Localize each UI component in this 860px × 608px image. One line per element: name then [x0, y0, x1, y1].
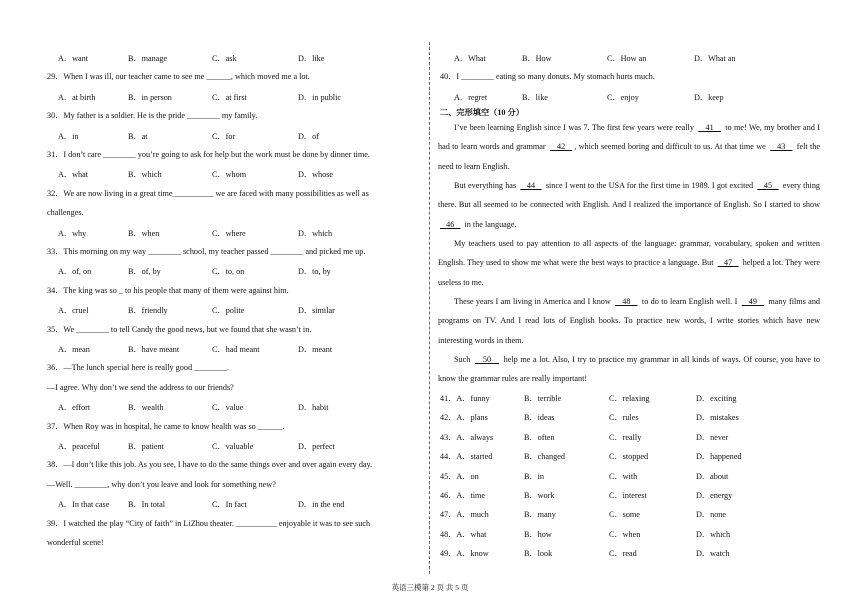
answer-option: B．in person — [128, 92, 172, 102]
choice-option: C．interest — [609, 491, 647, 500]
question-line: 30．My father is a soldier. He is the pride ________ my family. — [47, 111, 258, 121]
answer-option: D．in the end — [298, 500, 345, 510]
section-title: 二、完形填空（10 分） — [440, 108, 524, 117]
question-line: wonderful scene! — [47, 538, 104, 547]
choice-option: D．about — [696, 471, 729, 481]
answer-option: A．In that case — [58, 500, 110, 510]
answer-option: B．friendly — [128, 306, 168, 316]
blank-number: 43 — [770, 142, 793, 152]
passage-text: felt the need to learn English. — [438, 142, 820, 171]
answer-option: D．to, by — [298, 267, 331, 277]
blank-number: 42 — [549, 142, 573, 152]
choice-option: C．read — [609, 549, 637, 559]
answer-option: A．of, on — [58, 267, 92, 277]
passage-paragraph — [438, 234, 820, 292]
choice-option: 45．A．on — [440, 471, 479, 481]
answer-option: A．mean — [58, 345, 90, 354]
blank-number: 45 — [757, 181, 779, 190]
choice-option: 43．A．always — [440, 432, 494, 442]
answer-option: D．whose — [298, 170, 334, 180]
answer-option: C．for — [212, 131, 236, 141]
question-line: 33．This morning on my way ________ school, my teacher passed ________ and picked me up. — [47, 247, 366, 256]
question-line: challenges. — [47, 208, 84, 218]
blank-number: 49 — [741, 297, 765, 306]
question-line: 32．We are now living in a great time__________ we are faced with many possibilities as well as — [47, 188, 369, 198]
choice-option: 46．A．time — [440, 491, 486, 500]
passage-paragraph — [438, 350, 820, 389]
passage-paragraph — [438, 118, 820, 176]
answer-option: C．In fact — [212, 500, 247, 510]
answer-option: D．like — [298, 54, 325, 63]
answer-option: C．enjoy — [607, 92, 639, 102]
passage-text: many films and programs on TV. And I read lots of English books. To practice new words, I write stories which have new interesting words in them. — [438, 297, 821, 345]
answer-option: C．had meant — [212, 345, 260, 354]
answer-option: A．want — [58, 54, 89, 63]
passage-text: , which seemed boring and difficult to us. At that time we — [574, 142, 769, 152]
passage-text: since I went to the USA for the first time in 1989. I got excited — [543, 181, 756, 190]
answer-option: A．at birth — [58, 92, 96, 102]
choice-option: 44．A．started — [440, 452, 493, 462]
question-line: 35．We ________ to tell Candy the good news, but we found that she wasn’t in. — [47, 324, 312, 334]
question-line: 29．When I was ill, our teacher came to see me ______, which moved me a lot. — [47, 72, 310, 82]
choice-option: D．energy — [696, 491, 733, 500]
answer-option: B．at — [128, 131, 148, 141]
blank-number: 41 — [698, 123, 721, 132]
choice-option: B．look — [524, 549, 553, 559]
answer-option: C．whom — [212, 170, 247, 180]
answer-option: B．have meant — [128, 345, 180, 354]
question-line: —I agree. Why don’t we send the address to our friends? — [47, 382, 234, 392]
answer-option: B．like — [522, 92, 548, 102]
answer-option: C．where — [212, 228, 246, 238]
choice-option: D．which — [696, 529, 731, 539]
choice-option: C．some — [609, 510, 640, 520]
choice-option: 41．A．funny — [440, 394, 490, 403]
question-line: 38．—I don’t like this job. As you see, I have to do the same things over and over again every day. — [47, 460, 373, 470]
choice-option: 48．A．what — [440, 529, 487, 539]
answer-option: B．patient — [128, 442, 164, 451]
question-line: —Well. ________, why don’t you leave and look for something new? — [47, 479, 276, 489]
choice-option: C．stopped — [609, 452, 649, 462]
page-footer: 英语三模第 2 页 共 5 页 — [391, 583, 469, 592]
answer-option: B．In total — [128, 500, 166, 510]
question-line: 34．The king was so _ to his people that many of them were against him. — [47, 285, 289, 295]
answer-option: A．effort — [58, 403, 91, 413]
choice-option: B．ideas — [524, 413, 555, 423]
passage-text: helped a lot. They were useless to me. — [438, 258, 821, 287]
choice-option: C．really — [609, 432, 642, 442]
passage-text: to do to learn English well. I — [639, 297, 740, 306]
answer-option: C．value — [212, 403, 244, 413]
answer-option: C．How an — [607, 54, 647, 63]
answer-option: B．of, by — [128, 267, 161, 277]
answer-option: C．at first — [212, 92, 247, 102]
answer-option: C．ask — [212, 54, 237, 63]
passage-paragraph — [438, 292, 820, 350]
choice-option: B．changed — [524, 452, 565, 462]
passage-text: help me a lot. Also, I try to practice my grammar in all kinds of ways. Of course, you have to know the grammar rules are really important! — [438, 355, 821, 384]
passage-text: every thing there. But all seemed to be connected with English. And I realized the importance of English. So I started to show — [438, 181, 821, 210]
choice-option: D．mistakes — [696, 413, 739, 423]
choice-option: C．relaxing — [609, 394, 650, 403]
choice-option: D．none — [696, 510, 727, 520]
question-line: 36．—The lunch special here is really good ________. — [47, 363, 229, 373]
passage-text: Such — [454, 355, 474, 364]
answer-option: D．of — [298, 131, 319, 141]
answer-option: D．in public — [298, 92, 341, 102]
blank-number: 46 — [440, 219, 461, 229]
question-line: 31．I don’t care ________ you’re going to ask for help but the work must be done by dinner time. — [47, 150, 370, 159]
choice-option: C．when — [609, 529, 641, 539]
answer-option: B．How — [522, 54, 552, 63]
answer-option: B．manage — [128, 54, 168, 63]
answer-option: C．polite — [212, 306, 245, 316]
choice-option: C．rules — [609, 413, 639, 423]
choice-option: B．in — [524, 471, 545, 481]
answer-option: A．in — [58, 131, 79, 141]
choice-option: D．happened — [696, 452, 742, 462]
answer-option: C．to, on — [212, 267, 245, 277]
choice-option: 47．A．much — [440, 510, 489, 520]
answer-option: A．What — [454, 54, 486, 63]
passage-text: in the language. — [462, 219, 517, 229]
blank-number: 47 — [717, 258, 739, 268]
answer-option: D．which — [298, 228, 333, 238]
answer-option: A．peaceful — [58, 442, 100, 451]
blank-number: 44 — [520, 181, 542, 190]
passage-text: I’ve been learning English since I was 7. The first few years were really — [454, 123, 697, 132]
answer-option: D．meant — [298, 345, 333, 354]
choice-option: D．never — [696, 432, 729, 442]
choice-option: 42．A．plans — [440, 413, 488, 423]
choice-option: B．terrible — [524, 394, 562, 403]
column-divider — [429, 42, 430, 574]
choice-option: D．exciting — [696, 394, 737, 403]
answer-option: B．wealth — [128, 403, 164, 413]
choice-option: B．many — [524, 510, 556, 520]
answer-option: A．what — [58, 170, 89, 180]
answer-option: D．similar — [298, 306, 335, 316]
question-line: 39．I watched the play “City of faith” in LiZhou theater. __________ enjoyable it was to see such — [47, 518, 371, 528]
choice-option: C．with — [609, 471, 638, 481]
answer-option: A．regret — [454, 92, 488, 102]
choice-option: B．often — [524, 432, 555, 442]
answer-option: C．valuable — [212, 442, 254, 451]
answer-option: D．What an — [694, 54, 736, 63]
answer-option: B．which — [128, 170, 162, 180]
answer-option: D．perfect — [298, 442, 335, 451]
answer-option: A．cruel — [58, 306, 89, 316]
answer-option: D．keep — [694, 92, 724, 102]
blank-number: 50 — [475, 355, 499, 364]
answer-option: D．habit — [298, 403, 329, 413]
question-line: 40．I ________ eating so many donuts. My stomach hurts much. — [440, 72, 655, 82]
choice-option: 49．A．know — [440, 549, 489, 559]
passage-text: to me! We, my brother and I had to learn words and grammar — [438, 123, 821, 152]
blank-number: 48 — [615, 297, 638, 306]
passage-text: These years I am living in America and I know — [454, 297, 614, 306]
passage-paragraph — [438, 176, 820, 234]
choice-option: B．how — [524, 529, 552, 539]
answer-option: A．why — [58, 228, 87, 238]
choice-option: B．work — [524, 491, 555, 500]
choice-option: D．watch — [696, 549, 730, 559]
answer-option: B．when — [128, 228, 160, 238]
passage-text: But everything has — [454, 181, 519, 190]
question-line: 37．When Roy was in hospital, he came to know health was so ______. — [47, 421, 285, 431]
passage-text: My teachers used to pay attention to all aspects of the language: grammar, vocabulary, spoken and written English. They used to show me what were the best ways to practice a language. But — [438, 239, 820, 268]
